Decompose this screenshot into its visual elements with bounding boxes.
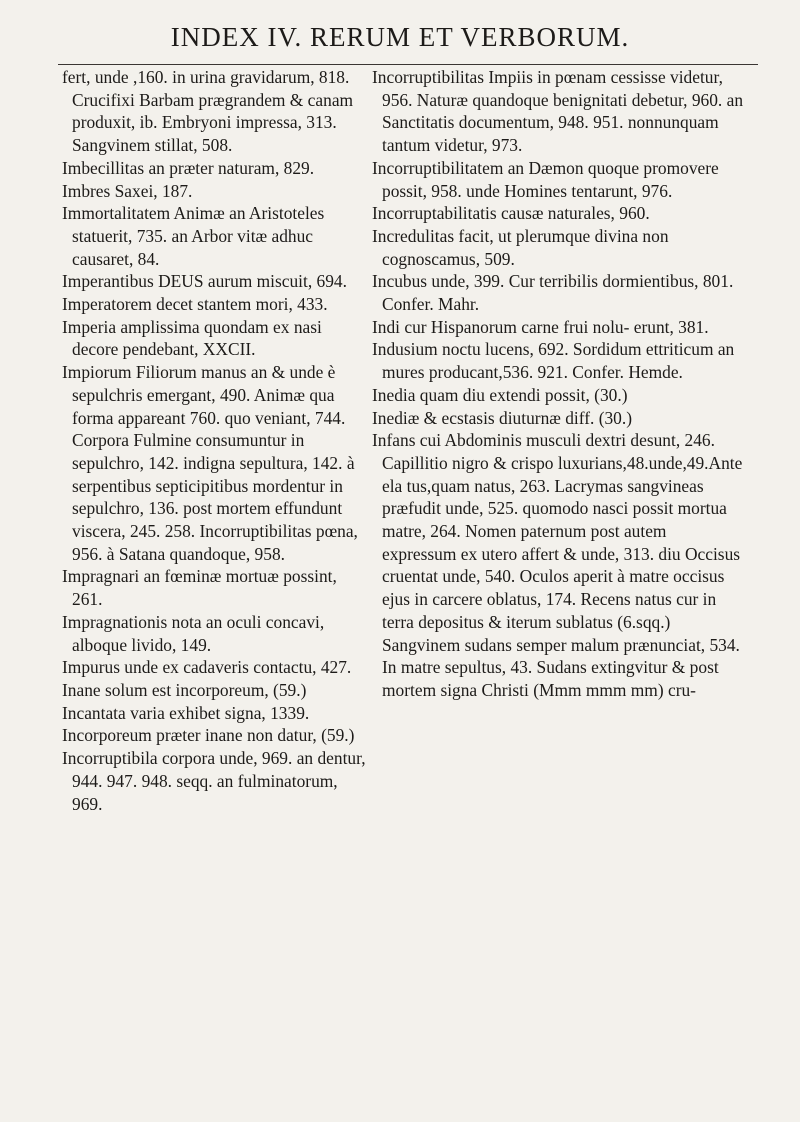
index-entry: Impragnari an fœminæ mortuæ possint, 261. [62, 566, 337, 610]
index-entry: Impiorum Filiorum manus an & unde è sepulchris emergant, 490. Animæ qua forma appareant 760. quo veniant, 744. Corpora Fulmine consumuntur in sepulchro, 142. indigna sepultura, 142. à serpentibus septicipitibus mordentur in sepulchro, 136. post mortem effundunt viscera, 245. 258. Incorruptibilitas pœna, 956. à Satana quandoque, 958. [62, 362, 358, 564]
index-entry: Infans cui Abdominis musculi dextri desunt, 246. Capillitio nigro & crispo luxurians,48.unde,49.Ante ela tus,quam natus, 263. Lacrymas sangvineas præfudit unde, 525. quomodo nasci possit mortua matre, 264. Nomen paternum post autem expressum ex utero affert & unde, 313. diu Occisus cruentat unde, 540. Oculos aperit à matre occisus ejus in carcere oblatus, 174. Recens natus cur in terra depositus & iterum sublatus (6.sqq.) Sangvinem sudans semper malum prænunciat, 534. In matre sepultus, 43. Sudans extingvitur & post mortem signa Christi (Mmm mmm mm) cru- [372, 430, 743, 700]
index-entry: Indi cur Hispanorum carne frui nolu- erunt, 381. [372, 316, 709, 337]
index-entry: Impurus unde ex cadaveris contactu, 427. [62, 657, 352, 678]
index-entry: Imperatorem decet stantem mori, 433. [62, 294, 328, 315]
index-entry: Incorruptabilitatis causæ naturales, 960. [372, 203, 650, 224]
index-entry: Incorruptibilitas Impiis in pœnam cessisse videtur, 956. Naturæ quandoque benignitati debetur, 960. an Sanctitatis documentum, 948. 951. nonnunquam tantum videtur, 973. [372, 67, 744, 156]
index-entry: Indusium noctu lucens, 692. Sordidum ettriticum an mures producant,536. 921. Confer. Hemde. [372, 339, 735, 383]
index-entry: Incorruptibila corpora unde, 969. an dentur, 944. 947. 948. seqq. an fulminatorum, 969. [62, 748, 366, 814]
index-entry: Imbres Saxei, 187. [62, 180, 193, 201]
header-rule [58, 64, 758, 65]
index-entry: Inediæ & ecstasis diuturnæ diff. (30.) [372, 407, 633, 428]
index-entry: Imperantibus DEUS aurum miscuit, 694. [62, 271, 347, 292]
index-entry: Imperia amplissima quondam ex nasi decore pendebant, XXCII. [62, 316, 322, 360]
page-header: INDEX IV. RERUM ET VERBORUM. [170, 22, 630, 52]
index-entry: Incubus unde, 399. Cur terribilis dormientibus, 801. Confer. Mahr. [372, 271, 734, 315]
index-entry: Incantata varia exhibet signa, 1339. [62, 702, 310, 723]
index-entry: Inedia quam diu extendi possit, (30.) [372, 384, 628, 405]
left-column [62, 66, 370, 815]
index-entry: Incorporeum præter inane non datur, (59.) [62, 725, 355, 746]
index-entry: Incredulitas facit, ut plerumque divina non cognoscamus, 509. [372, 225, 669, 269]
right-column [372, 66, 744, 702]
index-entry: fert, unde ,160. in urina gravidarum, 818. Crucifixi Barbam prægrandem & canam produxit, ib. Embryoni impressa, 313. Sangvinem stillat, 508. [62, 67, 354, 156]
index-entry: Impragnationis nota an oculi concavi, alboque livido, 149. [62, 611, 325, 655]
index-entry: Incorruptibilitatem an Dæmon quoque promovere possit, 958. unde Homines tentarunt, 976. [372, 157, 719, 201]
index-entry: Imbecillitas an præter naturam, 829. [62, 157, 315, 178]
index-entry: Immortalitatem Animæ an Aristoteles statuerit, 735. an Arbor vitæ adhuc causaret, 84. [62, 203, 325, 269]
index-entry: Inane solum est incorporeum, (59.) [62, 679, 307, 700]
